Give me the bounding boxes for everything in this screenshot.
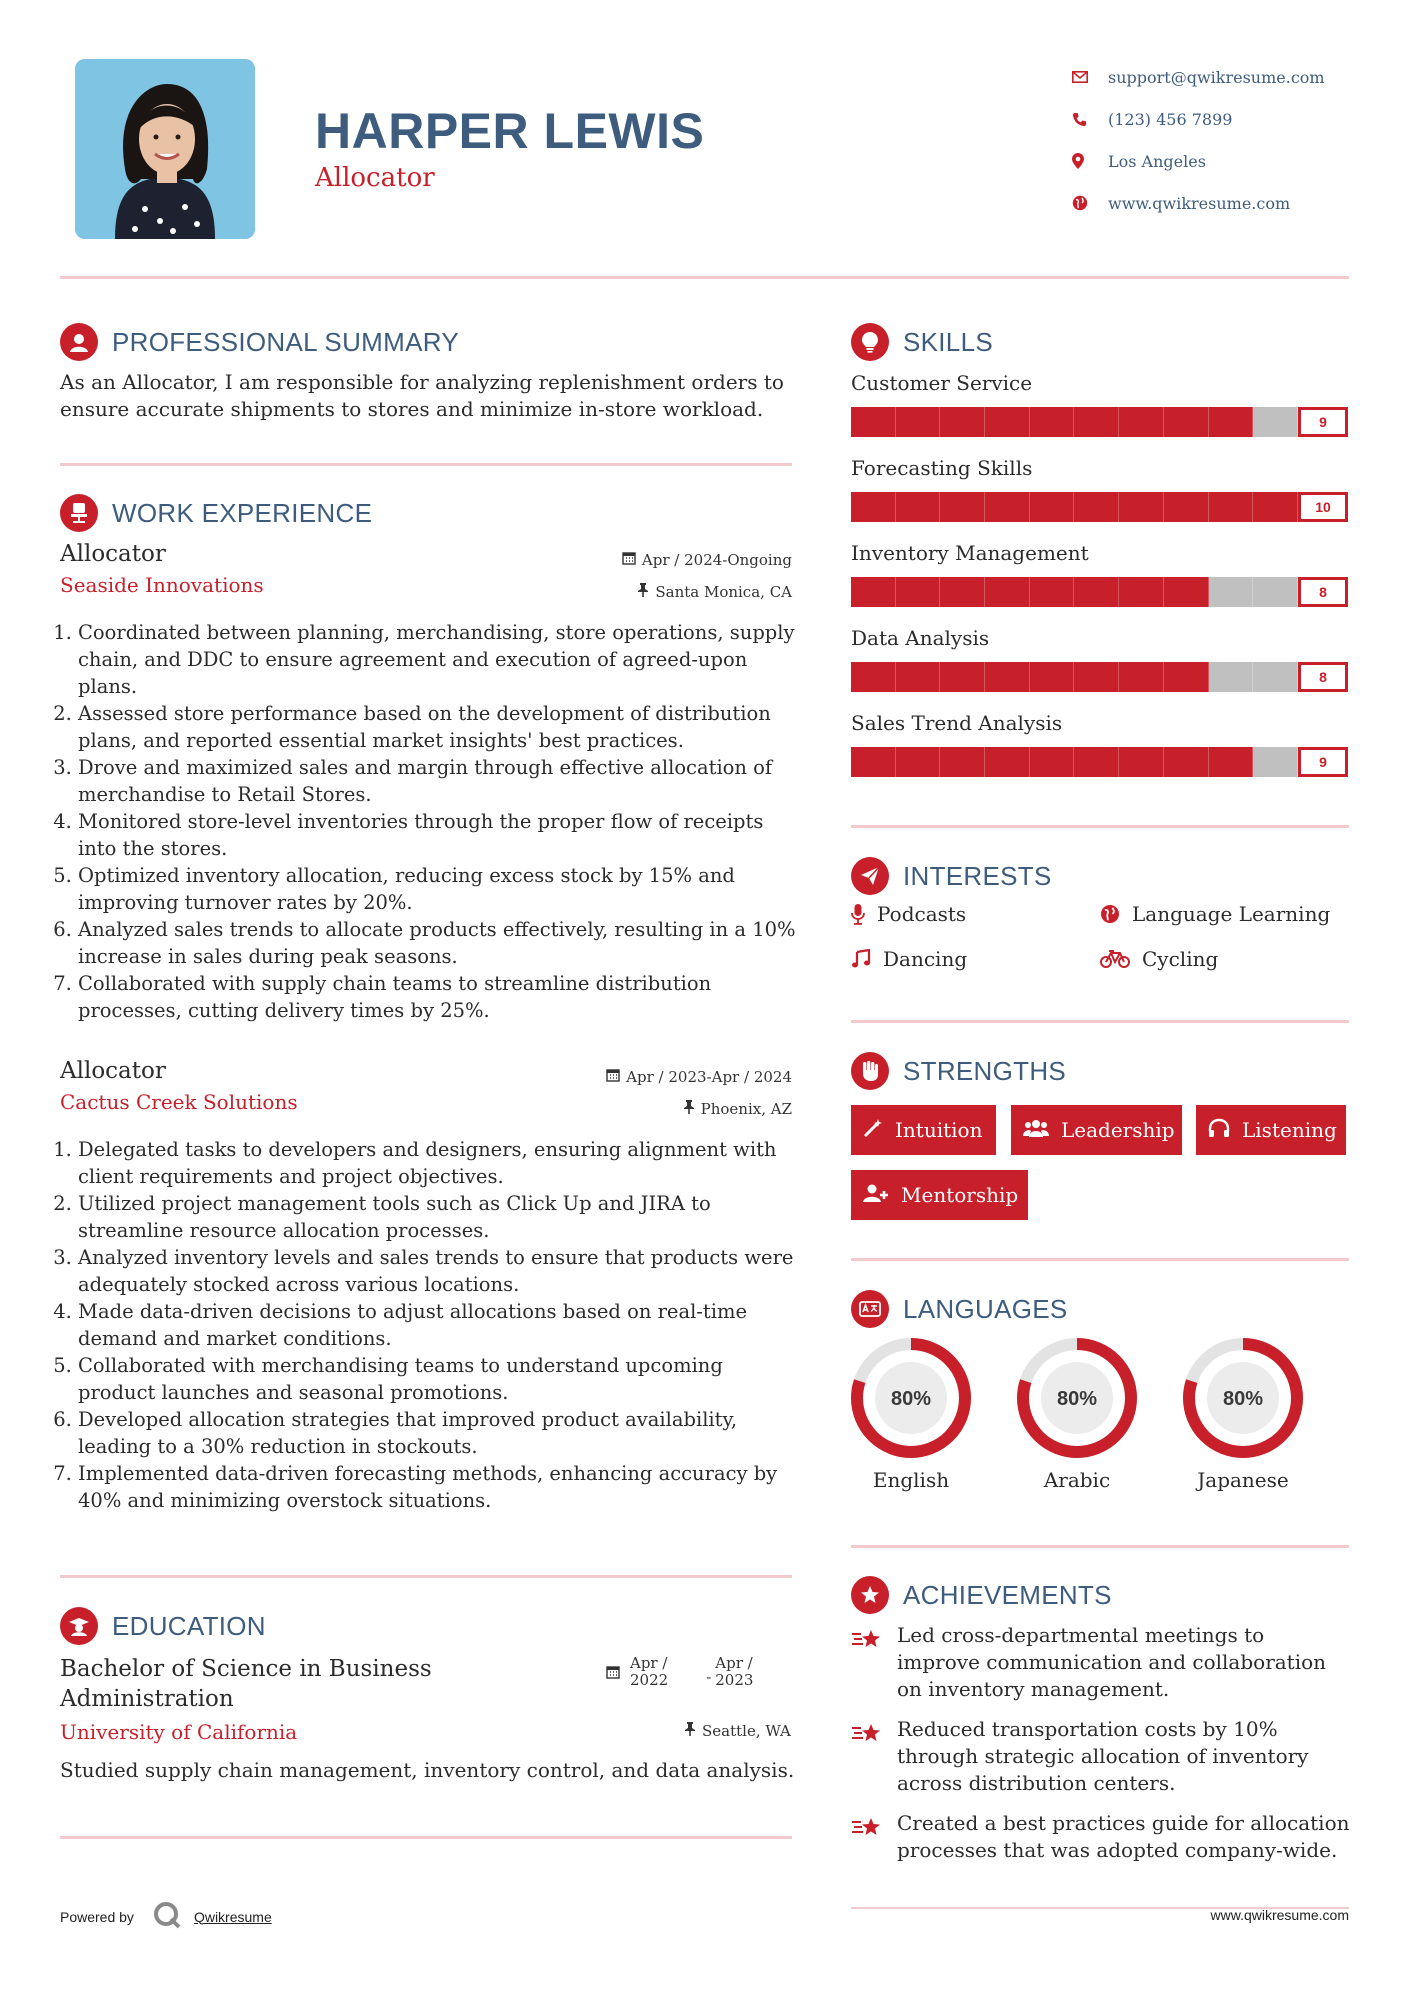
interest-label: Dancing: [883, 947, 968, 971]
skill-bar-segment: [1074, 747, 1119, 777]
footer-website[interactable]: www.qwikresume.com: [1210, 1907, 1349, 1923]
education-heading-text: EDUCATION: [112, 1610, 266, 1641]
job-1-header: [60, 541, 792, 601]
skill-bar-segment: [940, 747, 985, 777]
skill-bar-segment: [896, 577, 941, 607]
job-1-dates: [622, 551, 792, 569]
contact-website[interactable]: [1072, 182, 1325, 224]
job-1-location-text: Santa Monica, CA: [655, 583, 792, 601]
skill-bar-segment: [1119, 747, 1164, 777]
skill-bar-segment: [940, 407, 985, 437]
experience-divider: [60, 1575, 792, 1578]
lightbulb-icon: [851, 323, 889, 361]
magic-wand-icon: [863, 1118, 883, 1143]
job-1-title: Allocator: [60, 541, 166, 567]
skill-bar-segment: [1119, 407, 1164, 437]
contact-location: [1072, 140, 1325, 182]
strength-label: Listening: [1242, 1118, 1337, 1142]
pushpin-icon: [684, 1722, 696, 1740]
skill-bar-segment: [1253, 407, 1298, 437]
achievements-heading: [851, 1576, 1112, 1614]
language-percent: 80%: [1222, 1388, 1264, 1410]
skill-bar-segment: [1164, 407, 1209, 437]
skill-bar-segment: [940, 662, 985, 692]
envelope-icon: [1072, 71, 1108, 83]
skill-bar-segment: [1164, 747, 1209, 777]
language-item: [849, 1336, 973, 1492]
achievement-text: Led cross-departmental meetings to improve communication and collaboration on inventory management.: [897, 1623, 1327, 1701]
language-name: English: [872, 1468, 950, 1492]
contact-email[interactable]: [1072, 56, 1325, 98]
list-item: 6. Developed allocation strategies that improved product availability, leading to a 30% reduction in stockouts.: [78, 1406, 800, 1460]
skill-bar-segment: [1209, 662, 1254, 692]
skill-bar-segment: [851, 747, 896, 777]
user-icon: [60, 323, 98, 361]
skill-bar-segment: [851, 492, 896, 522]
languages-heading: [851, 1290, 1068, 1328]
skill-bar-segment: [1164, 577, 1209, 607]
calendar-icon: [606, 1068, 620, 1086]
website-text[interactable]: www.qwikresume.com: [1108, 193, 1291, 213]
phone-icon: [1072, 112, 1108, 127]
languages-heading-text: LANGUAGES: [903, 1293, 1068, 1324]
skill-bar-segment: [896, 662, 941, 692]
language-percent: 80%: [1056, 1388, 1098, 1410]
skill-bar-segment: [1030, 492, 1075, 522]
job-2-title: Allocator: [60, 1058, 166, 1084]
bicycle-icon: [1100, 949, 1130, 969]
achievement-text: Created a best practices guide for allocation processes that was adopted company-wide.: [897, 1811, 1350, 1862]
job-2-location: [683, 1100, 792, 1118]
skill-bar-segment: [985, 747, 1030, 777]
headphones-icon: [1208, 1118, 1230, 1143]
summary-heading-text: PROFESSIONAL SUMMARY: [112, 326, 459, 357]
list-item: 4. Monitored store-level inventories through the proper flow of receipts into the stores.: [78, 808, 800, 862]
email-text[interactable]: support@qwikresume.com: [1108, 67, 1325, 87]
list-item: 1. Delegated tasks to developers and designers, ensuring alignment with client requirements and project objectives.: [78, 1136, 800, 1190]
experience-heading-text: WORK EXPERIENCE: [112, 497, 373, 528]
skill-bar: [851, 662, 1348, 692]
education-description: Studied supply chain management, inventory control, and data analysis.: [60, 1758, 795, 1782]
star-badge-icon: [851, 1576, 889, 1614]
interest-label: Language Learning: [1132, 902, 1331, 926]
candidate-name: HARPER LEWIS: [315, 103, 705, 159]
skill-bar-segment: [1209, 407, 1254, 437]
strength-label: Mentorship: [901, 1183, 1019, 1207]
strengths-heading-text: STRENGTHS: [903, 1055, 1067, 1086]
skill-bar-segment: [1119, 577, 1164, 607]
job-2-bullets: [60, 1136, 800, 1514]
job-2-company: Cactus Creek Solutions: [60, 1090, 298, 1114]
experience-heading: [60, 494, 372, 532]
school-name: University of California: [60, 1720, 298, 1744]
skill-score: 8: [1298, 577, 1348, 607]
interests-divider: [851, 1020, 1349, 1023]
achievement-text: Reduced transportation costs by 10% through strategic allocation of inventory across distribution centers.: [897, 1717, 1309, 1795]
skill-bar-segment: [985, 662, 1030, 692]
skill-bar-segment: [896, 747, 941, 777]
achievement-item: [851, 1716, 1351, 1797]
shooting-star-icon: [851, 1716, 897, 1797]
skill-label: Customer Service: [851, 371, 1033, 395]
contact-list: [1072, 56, 1325, 224]
skills-heading: [851, 323, 993, 361]
phone-text: (123) 456 7899: [1108, 109, 1233, 129]
language-ring: [1015, 1336, 1139, 1460]
edu-end-month: Apr /: [715, 1654, 753, 1672]
skill-bar-segment: [1253, 577, 1298, 607]
skill-label: Sales Trend Analysis: [851, 711, 1063, 735]
skill-bar-segment: [1164, 492, 1209, 522]
chair-icon: [60, 494, 98, 532]
job-2-dates-text: Apr / 2023-Apr / 2024: [626, 1068, 792, 1086]
powered-by-text: Powered by: [60, 1908, 134, 1925]
education-dates: [606, 1655, 753, 1689]
skill-bar-segment: [1030, 407, 1075, 437]
interest-language-learning: [1100, 902, 1330, 926]
skill-bar-segment: [1030, 577, 1075, 607]
skill-bar: [851, 407, 1348, 437]
languages-divider: [851, 1545, 1349, 1548]
skill-bar: [851, 747, 1348, 777]
shooting-star-icon: [851, 1810, 897, 1864]
job-1-dates-text: Apr / 2024-Ongoing: [641, 551, 792, 569]
interest-cycling: [1100, 947, 1218, 971]
user-plus-icon: [863, 1183, 889, 1208]
language-name: Arabic: [1043, 1468, 1111, 1492]
job-1-bullets: [60, 619, 800, 1024]
skill-label: Forecasting Skills: [851, 456, 1033, 480]
language-name: Japanese: [1197, 1468, 1289, 1492]
job-2-header: [60, 1058, 792, 1118]
summary-text: As an Allocator, I am responsible for analyzing replenishment orders to ensure accurate shipments to stores and minimize in-store workload.: [60, 370, 784, 421]
strengths-heading: [851, 1052, 1066, 1090]
skill-bar-segment: [896, 492, 941, 522]
list-item: 3. Drove and maximized sales and margin through effective allocation of merchandise to Retail Stores.: [78, 754, 800, 808]
skills-heading-text: SKILLS: [903, 326, 993, 357]
interest-dancing: [851, 947, 967, 971]
language-ring: [849, 1336, 973, 1460]
summary-heading: [60, 323, 459, 361]
skill-bar-segment: [940, 577, 985, 607]
skill-bar-segment: [851, 577, 896, 607]
job-1-company: Seaside Innovations: [60, 573, 264, 597]
job-2-dates: [606, 1068, 792, 1086]
location-text: Los Angeles: [1108, 151, 1206, 171]
summary-divider: [60, 463, 792, 466]
list-item: 1. Coordinated between planning, merchandising, store operations, supply chain, and DDC to ensure agreement and execution of agreed-upon plans.: [78, 619, 800, 700]
skills-divider: [851, 825, 1349, 828]
fist-icon: [851, 1052, 889, 1090]
edu-start-year: 2022: [630, 1671, 669, 1689]
skill-bar-segment: [1164, 662, 1209, 692]
list-item: 7. Collaborated with supply chain teams to streamline distribution processes, cutting delivery times by 25%.: [78, 970, 800, 1024]
globe-icon: [1100, 904, 1120, 924]
microphone-icon: [851, 903, 865, 925]
skill-bar-segment: [851, 662, 896, 692]
list-item: 4. Made data-driven decisions to adjust allocations based on real-time demand and market conditions.: [78, 1298, 800, 1352]
language-item: [1015, 1336, 1139, 1492]
strength-intuition: [851, 1105, 996, 1155]
translate-icon: [851, 1290, 889, 1328]
strength-mentorship: [851, 1170, 1028, 1220]
skill-bar-segment: [985, 577, 1030, 607]
interest-podcasts: [851, 902, 966, 926]
pushpin-icon: [637, 583, 649, 601]
achievement-item: [851, 1810, 1351, 1864]
education-location-text: Seattle, WA: [702, 1722, 791, 1740]
education-heading: [60, 1607, 266, 1645]
map-pin-icon: [1072, 153, 1108, 169]
skill-bar-segment: [1253, 662, 1298, 692]
education-location: [684, 1722, 791, 1740]
skill-bar: [851, 492, 1348, 522]
language-percent: 80%: [890, 1388, 932, 1410]
skill-bar-segment: [1074, 662, 1119, 692]
skill-score: 9: [1298, 407, 1348, 437]
contact-phone[interactable]: [1072, 98, 1325, 140]
skill-bar-segment: [1074, 407, 1119, 437]
achievement-item: [851, 1622, 1351, 1703]
skill-bar-segment: [896, 407, 941, 437]
achievements-heading-text: ACHIEVEMENTS: [903, 1579, 1112, 1610]
skill-bar-segment: [985, 492, 1030, 522]
interest-label: Podcasts: [877, 902, 967, 926]
edu-date-dash: -: [706, 1668, 712, 1686]
skill-bar-segment: [1074, 577, 1119, 607]
qwikresume-logo-icon: [152, 1900, 182, 1933]
skill-bar-segment: [1074, 492, 1119, 522]
candidate-title: Allocator: [315, 163, 435, 193]
graduate-icon: [60, 1607, 98, 1645]
strength-label: Leadership: [1061, 1118, 1175, 1142]
list-item: 2. Utilized project management tools such as Click Up and JIRA to streamline resource allocation processes.: [78, 1190, 800, 1244]
list-item: 3. Analyzed inventory levels and sales trends to ensure that products were adequately stocked across various locations.: [78, 1244, 800, 1298]
skill-score: 8: [1298, 662, 1348, 692]
strength-leadership: [1011, 1105, 1182, 1155]
strengths-divider: [851, 1258, 1349, 1261]
skill-bar-segment: [1209, 577, 1254, 607]
pushpin-icon: [683, 1100, 695, 1118]
edu-end-year: 2023: [715, 1671, 754, 1689]
interests-heading-text: INTERESTS: [903, 860, 1052, 891]
skill-bar-segment: [1253, 747, 1298, 777]
edu-start-month: Apr /: [630, 1654, 668, 1672]
skill-bar-segment: [1209, 747, 1254, 777]
skill-label: Data Analysis: [851, 626, 990, 650]
list-item: 2. Assessed store performance based on the development of distribution plans, and reported essential market insights' best practices.: [78, 700, 800, 754]
job-2-location-text: Phoenix, AZ: [700, 1100, 792, 1118]
paper-plane-icon: [851, 857, 889, 895]
globe-icon: [1072, 195, 1108, 211]
skill-bar-segment: [1119, 662, 1164, 692]
header-divider: [60, 276, 1349, 279]
skill-bar-segment: [985, 407, 1030, 437]
skill-bar-segment: [1030, 662, 1075, 692]
language-ring: [1181, 1336, 1305, 1460]
shooting-star-icon: [851, 1622, 897, 1703]
degree: [60, 1654, 460, 1714]
skill-bar-segment: [940, 492, 985, 522]
education-divider: [60, 1836, 792, 1839]
profile-photo: [75, 59, 255, 239]
brand-link[interactable]: Qwikresume: [193, 1908, 272, 1925]
skill-bar-segment: [851, 407, 896, 437]
degree-line-1: Bachelor of Science in Business: [60, 1656, 432, 1682]
job-1-location: [637, 583, 792, 601]
skill-score: 10: [1298, 492, 1348, 522]
list-item: 5. Optimized inventory allocation, reducing excess stock by 15% and improving turnover rates by 20%.: [78, 862, 800, 916]
skill-bar-segment: [1119, 492, 1164, 522]
strength-label: Intuition: [895, 1118, 983, 1142]
music-note-icon: [851, 949, 871, 969]
interest-label: Cycling: [1142, 947, 1219, 971]
list-item: 7. Implemented data-driven forecasting methods, enhancing accuracy by 40% and minimizing overstock situations.: [78, 1460, 800, 1514]
list-item: 5. Collaborated with merchandising teams to understand upcoming product launches and seasonal promotions.: [78, 1352, 800, 1406]
strength-listening: [1196, 1105, 1346, 1155]
interests-heading: [851, 857, 1052, 895]
footer-powered-by: [60, 1900, 272, 1933]
skill-label: Inventory Management: [851, 541, 1089, 565]
skill-score: 9: [1298, 747, 1348, 777]
calendar-icon: [622, 551, 636, 569]
calendar-icon: [606, 1665, 620, 1683]
skill-bar-segment: [1030, 747, 1075, 777]
skill-bar-segment: [1209, 492, 1254, 522]
list-item: 6. Analyzed sales trends to allocate products effectively, resulting in a 10% increase in sales during peak seasons.: [78, 916, 800, 970]
language-item: [1181, 1336, 1305, 1492]
users-icon: [1023, 1118, 1049, 1143]
skill-bar: [851, 577, 1348, 607]
skill-bar-segment: [1253, 492, 1298, 522]
degree-line-2: Administration: [60, 1686, 234, 1712]
